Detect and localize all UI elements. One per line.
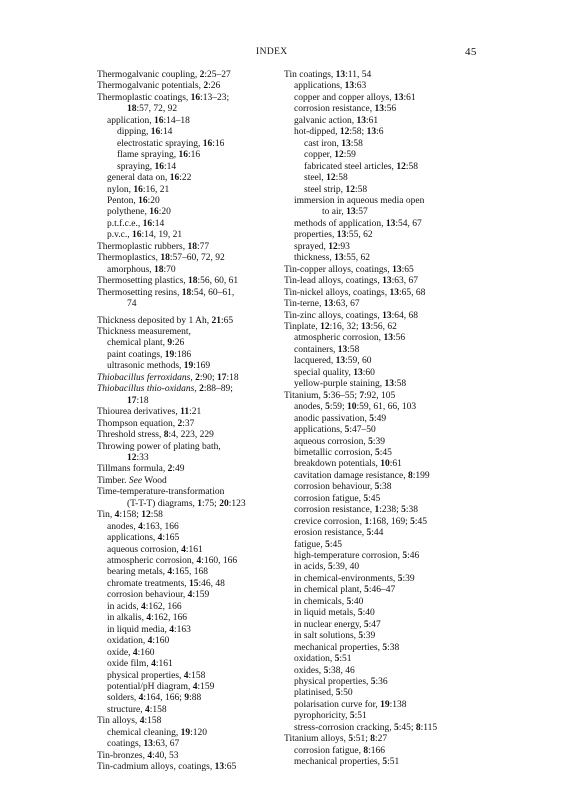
index-entry: p.t.f.c.e., 16:14 [107,218,165,229]
index-entry: in chemical-environments, 5:39 [294,573,415,584]
index-entry: Thompson equation, 2:37 [97,418,195,429]
index-entry: 18:57, 72, 92 [127,104,178,115]
index-entry: bearing metals, 4:165, 168 [107,567,209,578]
index-entry: Tin-zinc alloys, coatings, 13:64, 68 [284,310,418,321]
index-entry: galvanic action, 13:61 [294,115,379,126]
index-entry: thickness, 13:55, 62 [294,253,370,264]
index-entry: aqueous corrosion, 4:161 [107,544,203,555]
index-entry: in chemical plant, 5:46–47 [294,585,396,596]
index-entry: corrosion fatigue, 5:45 [294,493,381,504]
index-entry: cavitation damage resistance, 8:199 [294,470,430,481]
index-entry: methods of application, 13:54, 67 [294,218,422,229]
index-entry: atmospheric corrosion, 13:56 [294,333,406,344]
index-entry: Thermoplastics, 18:57–60, 72, 92 [97,253,225,264]
index-entry: Thermosetting plastics, 18:56, 60, 61 [97,276,239,287]
index-entry: Tinplate, 12:16, 32; 13:56, 62 [284,321,397,332]
index-entry: corrosion behaviour, 5:38 [294,482,392,493]
index-entry: corrosion behaviour, 4:159 [107,590,210,601]
index-entry: anodes, 5:59; 10:59, 61, 66, 103 [294,402,417,413]
index-entry: physical properties, 5:36 [294,677,388,688]
index-entry: lacquered, 13:59, 60 [294,356,372,367]
index-entry: in acids, 4:162, 166 [107,601,182,612]
index-entry: bimetallic corrosion, 5:45 [294,447,392,458]
index-entry: nylon, 16:16, 21 [107,184,170,195]
index-entry: corrosion resistance, 1:238; 5:38 [294,505,419,516]
index-entry: properties, 13:55, 62 [294,230,373,241]
index-entry: amorphous, 18:70 [107,264,176,275]
index-entry: yellow-purple staining, 13:58 [294,379,407,390]
index-entry: Tin-copper alloys, coatings, 13:65 [284,264,414,275]
index-entry: Thiobacillus thio-oxidans, 2:88–89; [97,384,233,395]
index-entry: cast iron, 13:58 [304,138,363,149]
index-entry: copper, 12:59 [304,150,356,161]
index-entry: coatings, 13:63, 67 [107,739,180,750]
index-entry: chromate treatments, 15:46, 48 [107,578,225,589]
index-entry: Tin-bronzes, 4:40, 53 [97,750,179,761]
index-entry: 74 [127,299,137,310]
index-entry: sprayed, 12:93 [294,241,350,252]
index-entry: polarisation curve for, 19:138 [294,699,407,710]
index-entry: paint coatings, 19:186 [107,349,192,360]
index-entry: Threshold stress, 8:4, 223, 229 [97,430,214,441]
index-entry: flame spraying, 16:16 [117,150,201,161]
index-entry: in chemicals, 5:40 [294,596,364,607]
index-entry: oxide, 4:160 [107,647,155,658]
index-entry: in liquid metals, 5:40 [294,608,375,619]
index-entry: Tin-lead alloys, coatings, 13:63, 67 [284,276,418,287]
index-entry: (T-T-T) diagrams, 1:75; 20:123 [127,498,246,509]
index-entry: applications, 5:47–50 [294,425,376,436]
index-entry: Thermoplastic coatings, 16:13–23; [97,92,230,103]
index-entry: general data on, 16:22 [107,173,192,184]
index-entry: ultrasonic methods, 19:169 [107,361,211,372]
index-entry: chemical cleaning, 19:120 [107,727,207,738]
index-entry: in liquid media, 4:163 [107,624,191,635]
index-column-right [284,70,474,769]
index-entry: applications, 13:63 [294,81,367,92]
index-entry: erosion resistance, 5:44 [294,528,384,539]
index-column-left [97,70,280,774]
index-entry: steel strip, 12:58 [304,184,368,195]
index-entry: applications, 4:165 [107,533,180,544]
index-entry: polythene, 16:20 [107,207,171,218]
index-entry: oxide film, 4:161 [107,659,173,670]
index-entry: Thiobacillus ferroxidans, 2:90; 17:18 [97,372,239,383]
index-entry: fatigue, 5:45 [294,539,343,550]
index-entry: steel, 12:58 [304,173,348,184]
index-entry: in acids, 5:39, 40 [294,562,360,573]
index-entry: oxidation, 5:51 [294,654,352,665]
index-entry: Tin-nickel alloys, coatings, 13:65, 68 [284,287,426,298]
index-entry: p.v.c., 16:14, 19, 21 [107,230,183,241]
index-entry: Tin coatings, 13:11, 54 [284,70,372,80]
index-entry: containers, 13:58 [294,344,360,355]
index-entry: Tillmans formula, 2:49 [97,464,185,475]
index-entry: in nuclear energy, 5:47 [294,619,381,630]
index-entry: pyrophoricity, 5:51 [294,711,367,722]
index-entry: anodic passivation, 5:49 [294,413,387,424]
index-entry: breakdown potentials, 10:61 [294,459,402,470]
index-entry: 17:18 [127,395,149,406]
index-entry: spraying, 16:14 [117,161,177,172]
index-entry: crevice corrosion, 1:168, 169; 5:45 [294,516,427,527]
index-entry: high-temperature corrosion, 5:46 [294,551,420,562]
index-entry: electrostatic spraying, 16:16 [117,138,225,149]
index-entry: in salt solutions, 5:39 [294,631,376,642]
index-entry: structure, 4:158 [107,704,167,715]
index-entry: copper and copper alloys, 13:61 [294,92,416,103]
index-entry: Thermogalvanic potentials, 2:26 [97,81,221,92]
index-entry: Thiourea derivatives, 11:21 [97,407,202,418]
index-entry: Thickness deposited by 1 Ah, 21:65 [97,315,234,326]
index-entry: mechanical properties, 5:51 [294,757,400,768]
index-entry: Tin alloys, 4:158 [97,716,162,727]
index-entry: mechanical properties, 5:38 [294,642,400,653]
index-entry: Thickness measurement, [97,326,191,337]
index-entry: atmospheric corrosion, 4:160, 166 [107,556,238,567]
index-entry: solders, 4:164, 166; 9:88 [107,693,202,704]
index-entry: physical properties, 4:158 [107,670,206,681]
index-entry: Time-temperature-transformation [97,487,225,498]
index-entry: fabricated steel articles, 12:58 [304,161,418,172]
index-entry: 12:33 [127,452,149,463]
index-entry: oxides, 5:38, 46 [294,665,355,676]
index-entry: immersion in aqueous media open [294,195,425,206]
index-entry: special quality, 13:60 [294,367,375,378]
index-entry: Throwing power of plating bath, [97,441,221,452]
index-entry: Tin, 4:158; 12:58 [97,510,163,521]
index-entry: oxidation, 4:160 [107,636,170,647]
running-head-title: INDEX [256,47,288,57]
index-entry: Thermogalvanic coupling, 2:25–27 [97,70,231,80]
index-entry: stress-corrosion cracking, 5:45; 8:115 [294,722,438,733]
index-entry: corrosion fatigue, 8:166 [294,745,386,756]
index-entry: in alkalis, 4:162, 166 [107,613,187,624]
index-entry: Thermosetting resins, 18:54, 60–61, [97,287,235,298]
index-entry: Titanium alloys, 5:51; 8:27 [284,734,388,745]
index-entry: aqueous corrosion, 5:39 [294,436,386,447]
index-entry: Tin-terne, 13:63, 67 [284,299,360,310]
index-entry: application, 16:14–18 [107,115,190,126]
index-entry: corrosion resistance, 13:56 [294,104,397,115]
index-entry: Penton, 16:20 [107,195,160,206]
index-entry: Tin-cadmium alloys, coatings, 13:65 [97,762,237,773]
index-entry: to air, 13:57 [322,207,368,218]
index-entry: Titanium, 5:36–55; 7:92, 105 [284,390,396,401]
index-entry: potential/pH diagram, 4:159 [107,682,215,693]
index-entry: dipping, 16:14 [117,127,173,138]
index-entry: chemical plant, 9:26 [107,338,185,349]
index-entry: Thermoplastic rubbers, 18:77 [97,241,210,252]
index-entry: Timber. See Wood [97,475,167,486]
index-entry: platinised, 5:50 [294,688,353,699]
index-entry: anodes, 4:163, 166 [107,521,179,532]
index-entry: hot-dipped, 12:58; 13:6 [294,127,384,138]
page-number: 45 [465,46,477,58]
